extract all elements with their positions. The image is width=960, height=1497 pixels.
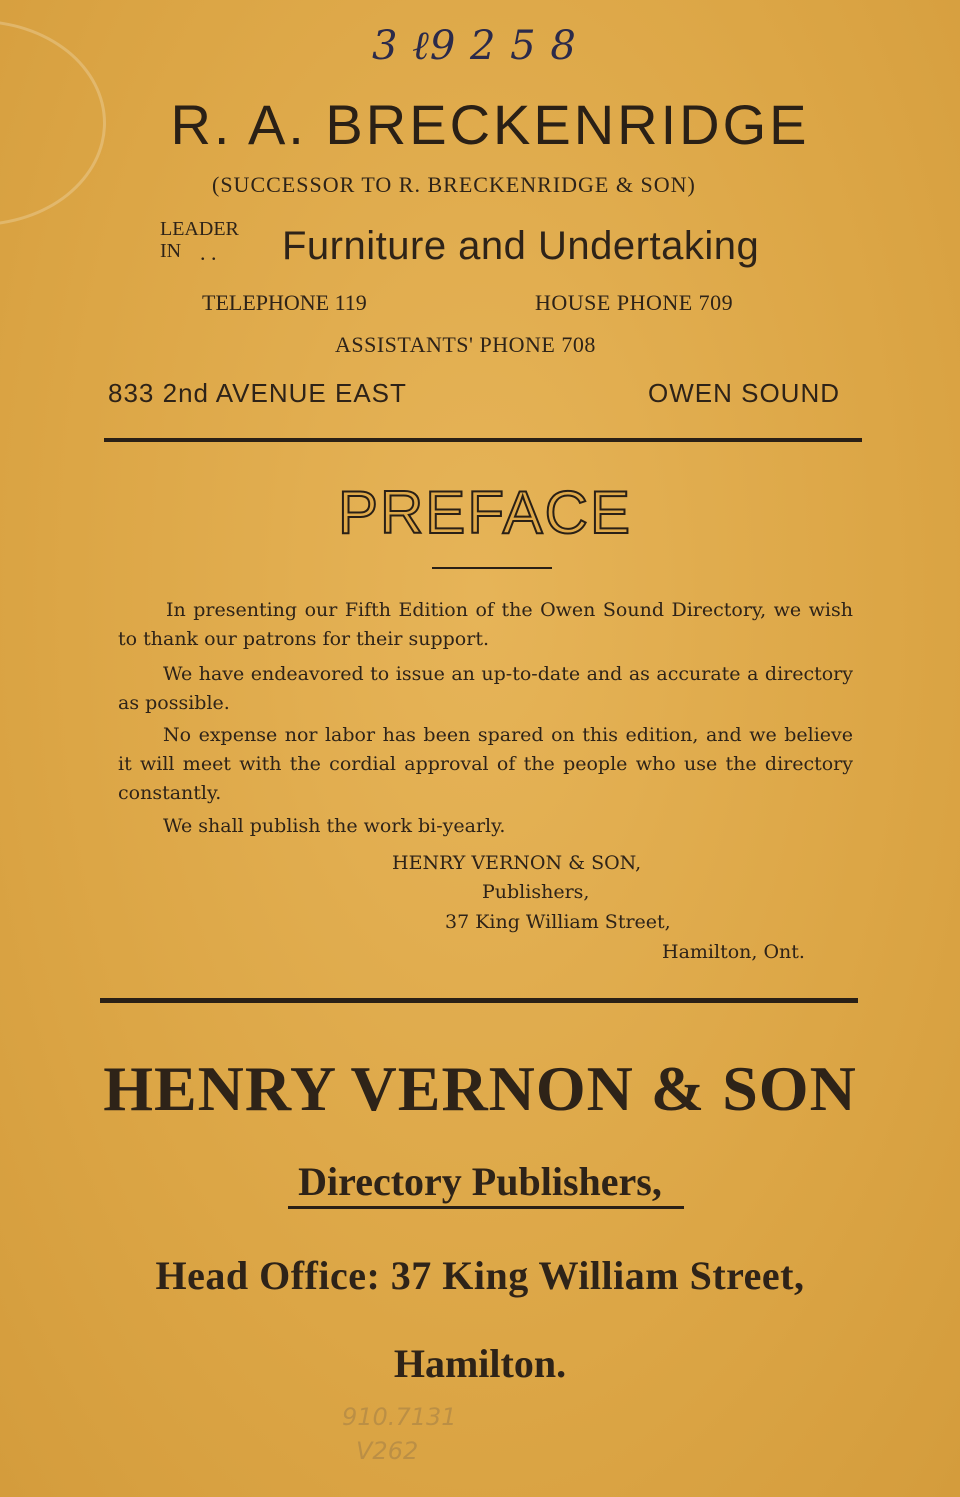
street-address: 833 2nd AVENUE EAST [108,378,407,408]
preface-paragraph-4: We shall publish the work bi-yearly. [163,815,506,837]
handwritten-accession-number: 3 ℓ9 2 5 8 [372,23,577,69]
successor-line: (SUCCESSOR TO R. BRECKENRIDGE & SON) [212,172,696,197]
preface-heading: PREFACE [337,479,633,546]
leader-dots: . . [200,240,217,265]
preface-paragraph-2: We have endeavored to issue an up-to-date and as accurate a directory as possible. [118,663,853,714]
subtitle-underline [288,1206,684,1209]
call-number-line-2: V262 [356,1437,419,1465]
signature-city: Hamilton, Ont. [662,941,805,963]
telephone-number: TELEPHONE 119 [202,290,367,315]
divider-bottom [100,998,858,1003]
advertiser-name: R. A. BRECKENRIDGE [170,93,810,156]
preface-underline [432,567,552,569]
leader-label: LEADER [160,218,239,240]
in-label: IN [160,240,182,262]
preface-paragraph-1: In presenting our Fifth Edition of the Owen Sound Directory, we wish to thank our patrons for their support. [118,599,853,650]
divider-top [104,438,862,442]
signature-role: Publishers, [482,881,590,903]
signature-street: 37 King William Street, [445,911,671,933]
house-phone-number: HOUSE PHONE 709 [535,290,734,315]
signature-name: HENRY VERNON & SON, [392,852,642,874]
publisher-name: HENRY VERNON & SON [103,1053,857,1124]
pencil-call-number [342,1400,457,1468]
call-number-line-1: 910.7131 [342,1403,457,1431]
publisher-subtitle: Directory Publishers, [298,1159,662,1204]
head-office-address: Head Office: 37 King William Street, [155,1253,805,1298]
publisher-city: Hamilton. [393,1341,567,1386]
preface-paragraph-3: No expense nor labor has been spared on this edition, and we believe it will meet with the cordial approval of the people who use the directory constantly. [118,724,853,804]
assistants-phone-number: ASSISTANTS' PHONE 708 [335,332,596,357]
city-name: OWEN SOUND [648,378,840,408]
business-line: Furniture and Undertaking [282,224,760,268]
